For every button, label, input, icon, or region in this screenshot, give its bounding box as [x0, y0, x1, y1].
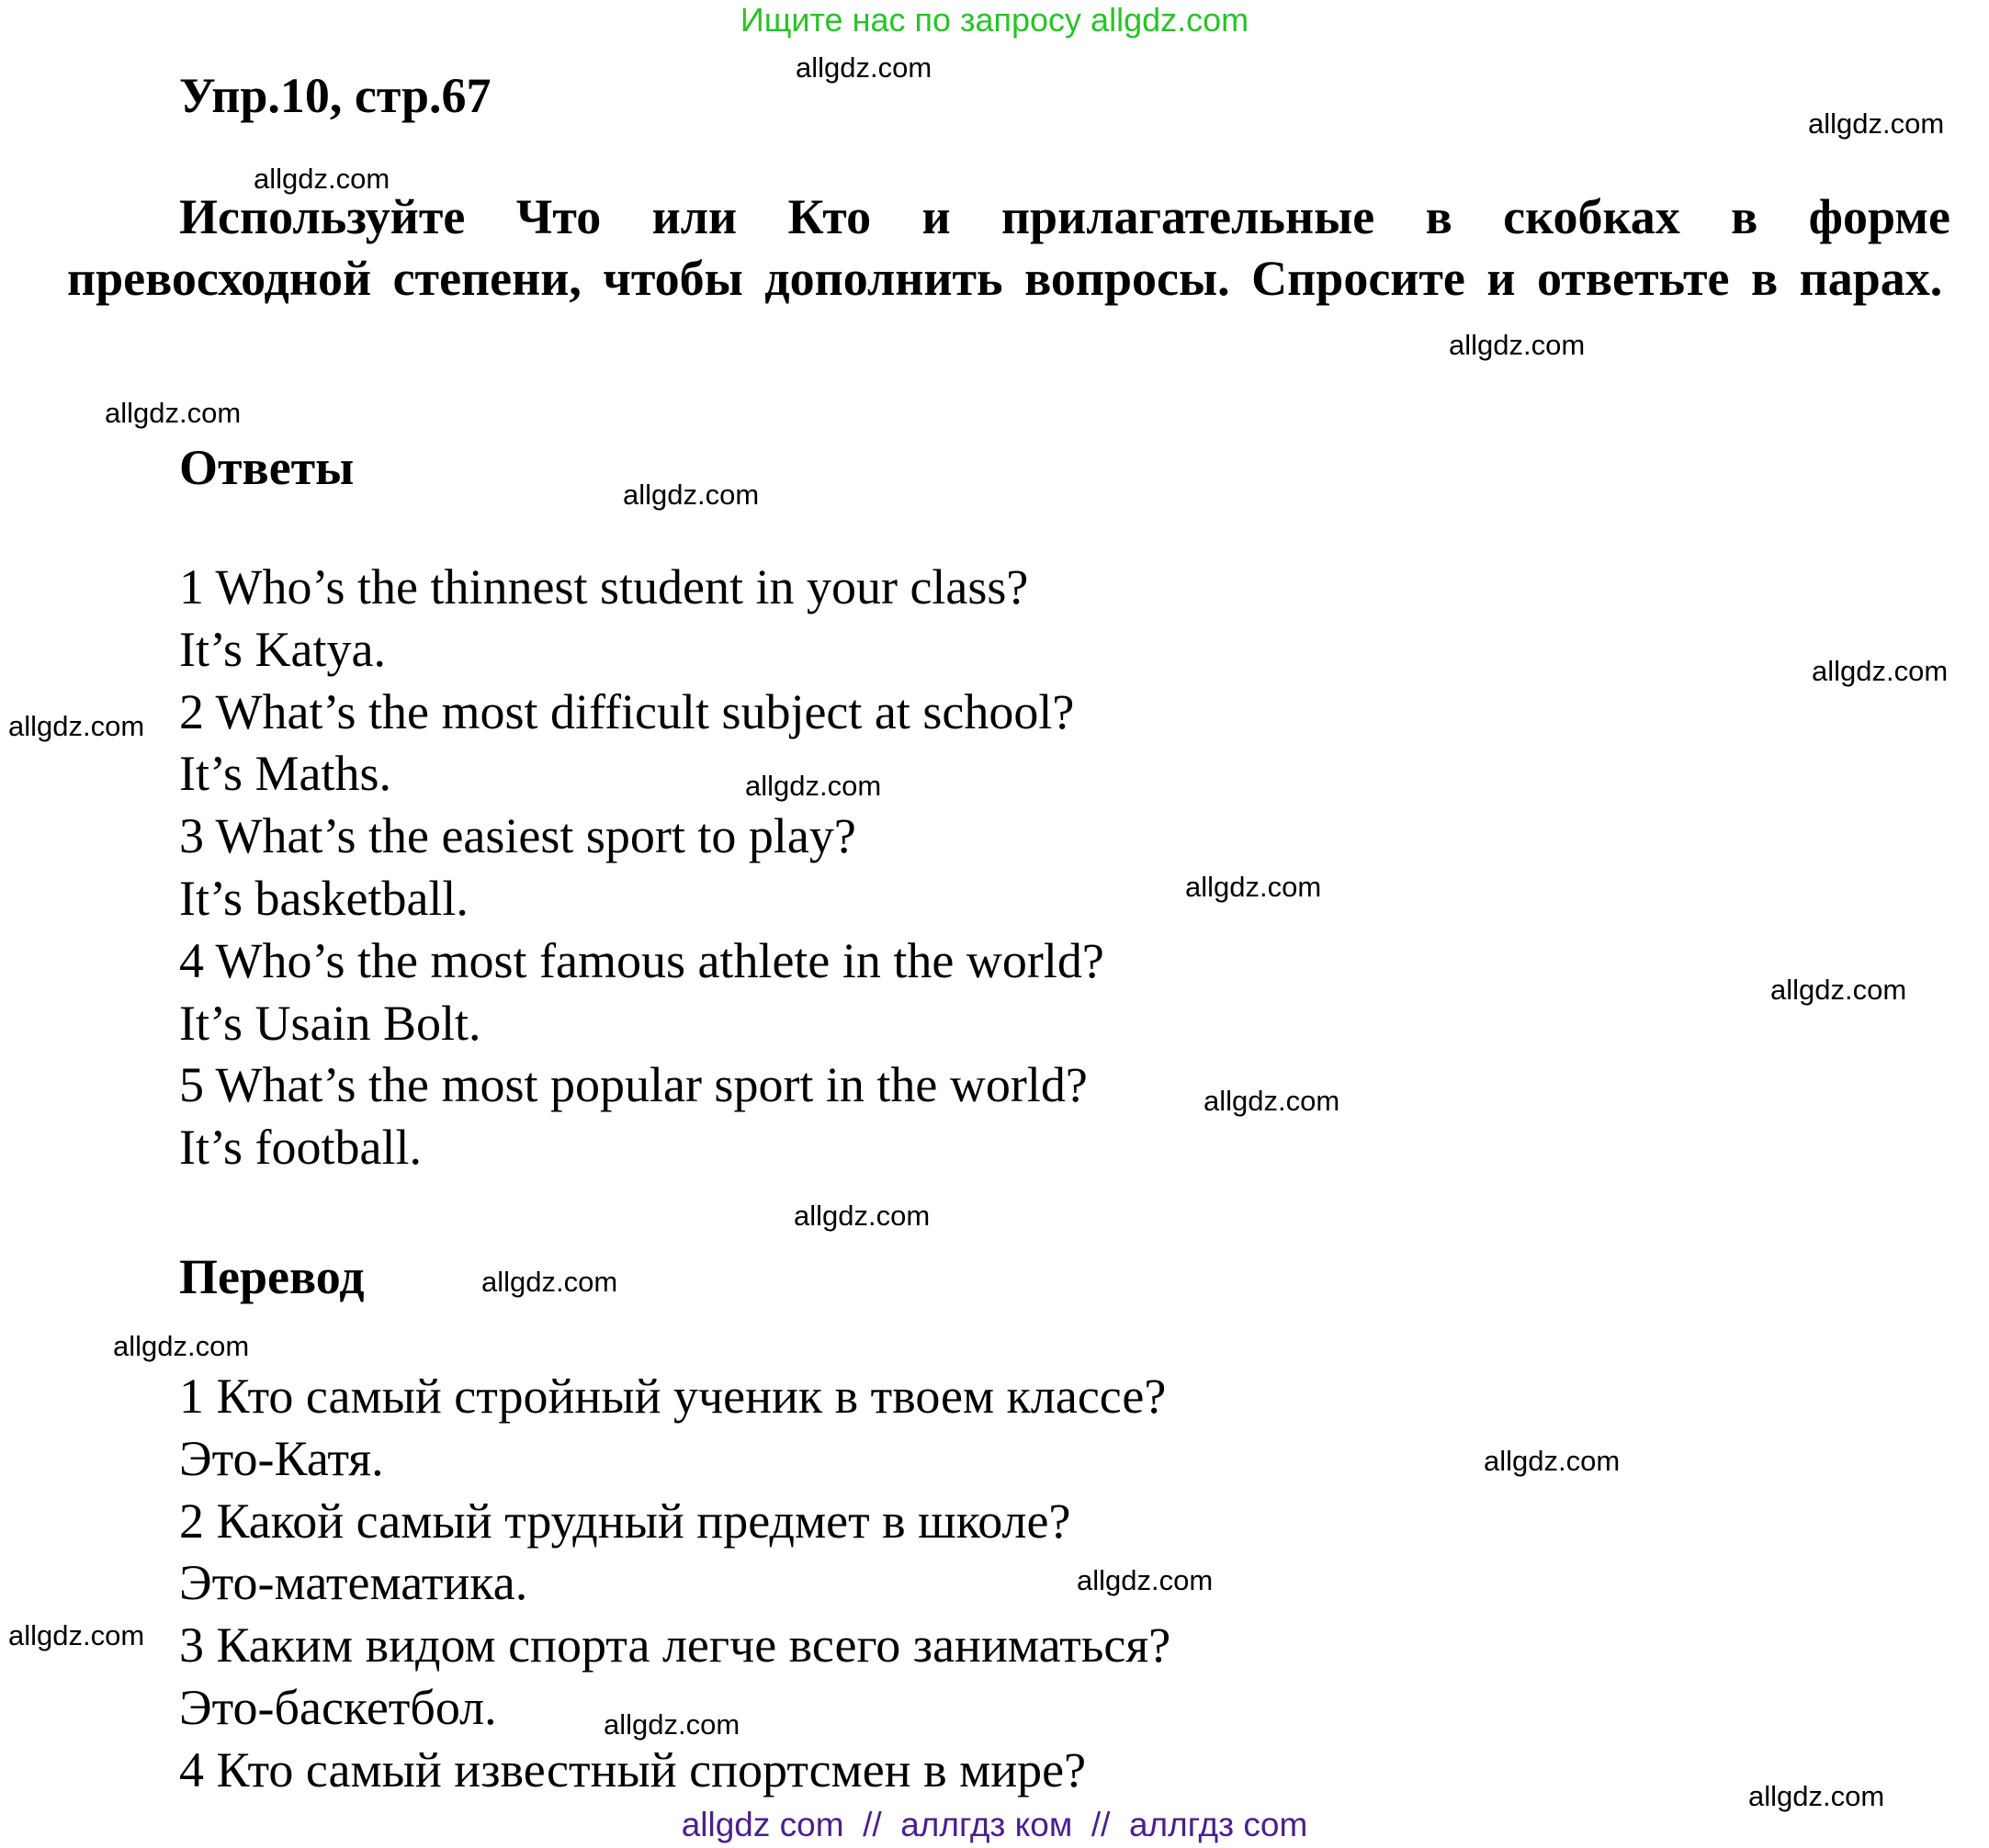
answer-line: 1 Who’s the thinnest student in your class? [179, 559, 1029, 614]
answer-line: 2 What’s the most difficult subject at school? [179, 683, 1075, 739]
answers-heading: Ответы [179, 440, 355, 495]
search-banner: Ищите нас по запросу allgdz.com [740, 1, 1249, 39]
answer-line: 4 Who’s the most famous athlete in the world? [179, 932, 1104, 988]
watermark: allgdz.com [113, 1330, 250, 1362]
watermark: allgdz.com [796, 51, 932, 84]
watermark: allgdz.com [8, 710, 145, 742]
watermark: allgdz.com [105, 397, 242, 429]
watermark: allgdz.com [1204, 1085, 1340, 1117]
watermark: allgdz.com [745, 770, 882, 802]
bottom-banner: allgdz com // аллгдз ком // аллгдз com [681, 1806, 1308, 1843]
answers-list [179, 557, 1104, 1179]
answer-line: It’s Maths. [179, 746, 392, 802]
answer-line: It’s Usain Bolt. [179, 995, 481, 1051]
task-instructions: Используйте Что или Кто и прилагательные в скобках в форме превосходной степени, чтобы дополнить вопросы. Спросите и ответьте в парах. [67, 189, 1950, 306]
answer-line: 3 What’s the easiest sport to play? [179, 808, 856, 864]
answer-line: It’s football. [179, 1120, 422, 1176]
watermark: allgdz.com [1808, 107, 1945, 140]
watermark: allgdz.com [1748, 1780, 1885, 1812]
translation-line: 4 Кто самый известный спортсмен в мире? [179, 1741, 1087, 1797]
answer-line: It’s basketball. [179, 870, 469, 926]
translation-heading: Перевод [179, 1249, 365, 1304]
watermark: allgdz.com [1185, 871, 1322, 903]
watermark: allgdz.com [8, 1619, 145, 1651]
watermark: allgdz.com [794, 1200, 931, 1232]
watermark: allgdz.com [1484, 1445, 1621, 1477]
translation-line: Это-математика. [179, 1555, 528, 1611]
translation-line: 2 Какой самый трудный предмет в школе? [179, 1493, 1071, 1549]
watermark: allgdz.com [604, 1708, 740, 1741]
translation-line: 3 Каким видом спорта легче всего заниматься? [179, 1617, 1171, 1673]
watermark: allgdz.com [481, 1266, 618, 1298]
answer-line: 5 What’s the most popular sport in the world? [179, 1057, 1088, 1113]
watermark: allgdz.com [1812, 655, 1949, 687]
watermark: allgdz.com [1449, 329, 1586, 361]
translation-line: Это-Катя. [179, 1430, 384, 1486]
answer-line: It’s Katya. [179, 621, 386, 677]
watermark: allgdz.com [623, 479, 760, 511]
watermark: allgdz.com [1770, 974, 1907, 1006]
translation-line: 1 Кто самый стройный ученик в твоем классе? [179, 1369, 1167, 1424]
translation-line: Это-баскетбол. [179, 1679, 497, 1735]
exercise-title: Упр.10, стр.67 [179, 68, 492, 123]
watermark: allgdz.com [254, 163, 390, 195]
watermark: allgdz.com [1077, 1564, 1214, 1596]
